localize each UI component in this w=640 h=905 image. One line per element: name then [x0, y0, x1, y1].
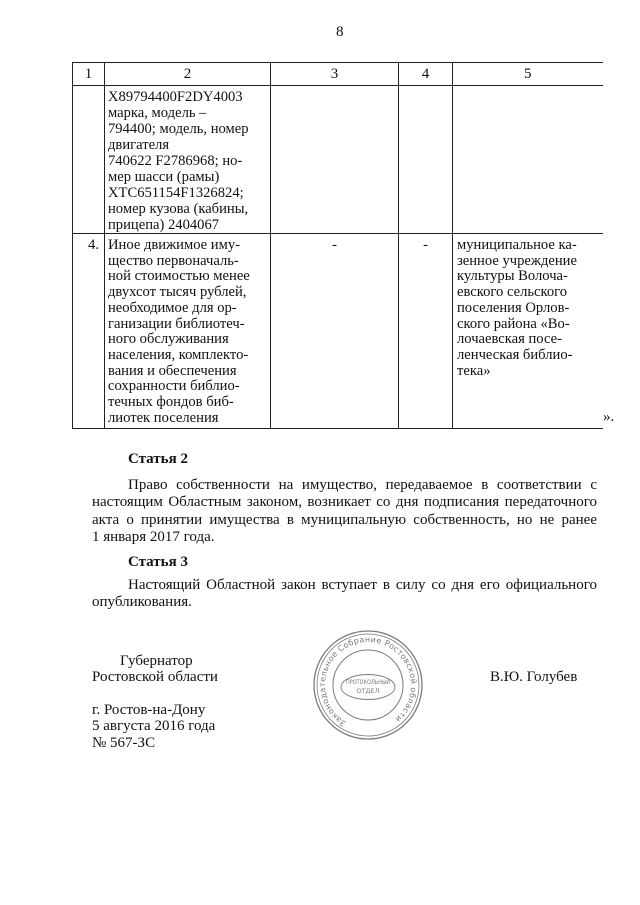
seal-inner-line1: ПРОТОКОЛЬНЫЙ	[346, 678, 403, 686]
table-cell-col3	[271, 86, 399, 234]
table-cell-col5: муниципальное ка- зенное учреждение культуры Волоча- евского сельского поселения Орлов- ского района «Во- лочаевская посе- ленческая библио- тека»	[453, 234, 603, 429]
article-3-text: Настоящий Областной закон вступает в силу со дня его официального опубликования.	[92, 577, 597, 611]
article-3-heading: Статья 3	[128, 554, 188, 570]
table-cell-col1: 4.	[73, 234, 105, 429]
table-row	[73, 86, 603, 234]
signing-date: 5 августа 2016 года	[92, 718, 216, 734]
table-closing-quote: ».	[603, 409, 615, 425]
table-header-cell-4: 4	[399, 63, 453, 86]
table-header-cell-1: 1	[73, 63, 105, 86]
table-cell-col4	[399, 86, 453, 234]
table-cell-col1	[73, 86, 105, 234]
article-2-text: Право собственности на имущество, передаваемое в соответствии с настоящим Областным законом, возникает со дня подписания передаточного акта о принятии имущества в муниципальную собственность, но не ранее 1 января 2017 года.	[92, 477, 597, 545]
seal-ring-text: Законодательное Собрание Ростовской области	[317, 634, 419, 729]
table-header-row	[73, 63, 603, 86]
property-table	[72, 62, 603, 429]
article-2-heading: Статья 2	[128, 451, 188, 467]
table-row	[73, 234, 603, 429]
table-cell-col2: X89794400F2DY4003 марка, модель – 794400; модель, номер двигателя 740622 F2786968; но- мер шасси (рамы) XTC651154F1326824; номер кузова (кабины, прицепа) 2404067	[105, 86, 271, 234]
page-number: 8	[336, 24, 344, 40]
table-cell-col4: -	[399, 234, 453, 429]
law-number: № 567-ЗС	[92, 735, 156, 751]
place-of-signing: г. Ростов-на-Дону	[92, 702, 206, 718]
signatory-title-line2: Ростовской области	[92, 669, 218, 685]
table-cell-col2: Иное движимое иму- щество первоначаль- ной стоимостью менее двухсот тысяч рублей, необходимое для ор- ганизации библиотеч- ного обслуживания населения, комплекто- вания и обеспечения сохранности библио- течных фондов биб- лиотек поселения	[105, 234, 271, 429]
table-header-cell-5: 5	[453, 63, 603, 86]
table-cell-col3: -	[271, 234, 399, 429]
seal-inner-line2: ОТДЕЛ	[356, 687, 380, 695]
table-header-cell-2: 2	[105, 63, 271, 86]
table-header-cell-3: 3	[271, 63, 399, 86]
seal-stamp	[306, 623, 430, 747]
table-cell-col5	[453, 86, 603, 234]
signatory-name: В.Ю. Голубев	[490, 669, 578, 685]
signatory-title-line1: Губернатор	[120, 653, 193, 669]
